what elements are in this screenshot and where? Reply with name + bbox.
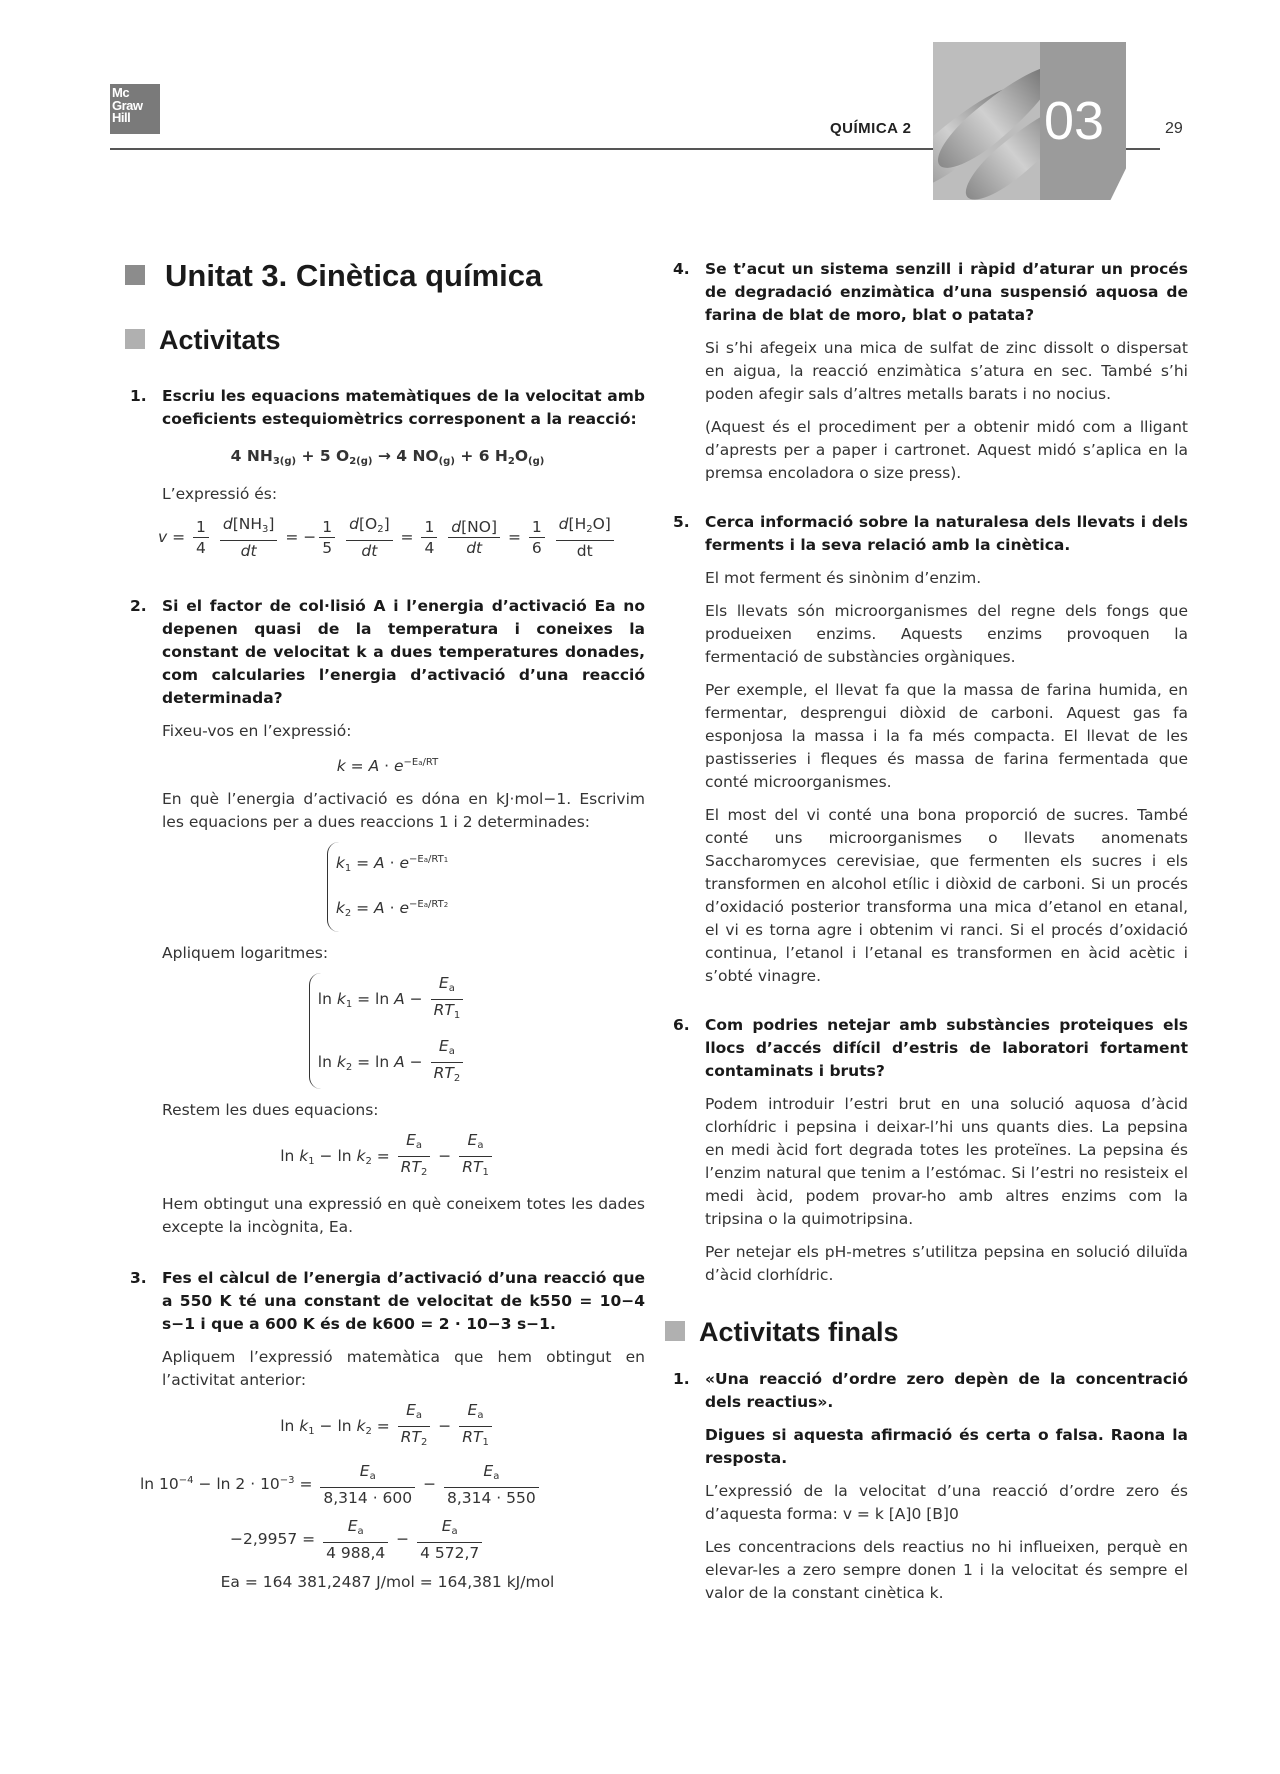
logo-line: Hill (112, 110, 131, 125)
numeric-equation: −2,9957 = $\frac{E_a}{4 988,4}$ − $\frac{E_a}{4 572,7}$ (130, 1516, 645, 1563)
question-number: 5. (673, 513, 690, 531)
question-text: Se t’acut un sistema senzill i ràpid d’aturar un procés de degradació enzimàtica d’una suspensió aquosa de farina de blat de moro, blat o patata? (705, 260, 1188, 324)
paragraph: L’expressió és: (162, 485, 278, 503)
chapter-number: 03 (1044, 91, 1105, 151)
chapter-photo (933, 42, 1048, 200)
page-number: 29 (1165, 120, 1183, 137)
section-activitats-finals (665, 1317, 1188, 1347)
question-number: 4. (673, 260, 690, 278)
paragraph: En què l’energia d’activació es dóna en kJ·mol−1. Escrivim les equacions per a dues reaccions 1 i 2 determinades: (162, 790, 645, 831)
paragraph: L’expressió de la velocitat d’una reacció d’ordre zero és d’aquesta forma: v = k [A]0 [B]0 (705, 1482, 1188, 1523)
section-title: Activitats finals (699, 1317, 899, 1347)
paragraph: Per netejar els pH-metres s’utilitza pepsina en solució diluïda d’àcid clorhídric. (705, 1243, 1188, 1284)
question-number: 3. (130, 1269, 147, 1287)
difference-equation: $\ln k_1 - \ln k_2$ = $\frac{E_a}{RT_2}$ − $\frac{E_a}{RT_1}$ (130, 1130, 645, 1183)
bullet-square (125, 265, 145, 285)
question-5 (673, 511, 1188, 557)
bullet-square (665, 1321, 685, 1341)
logo-line: Mc (112, 85, 130, 100)
reaction-equation: 4 $NH_{3(g)} + 5$ $O_{2(g)} \to 4$ $NO_{(g)} + 6$ $H_2O_{(g)}$ (230, 447, 545, 467)
publisher-logo (110, 84, 160, 134)
right-column (673, 258, 1188, 1605)
result-equation: Ea = 164 381,2487 J/mol = 164,381 kJ/mol (220, 1573, 555, 1591)
unit-title (125, 258, 542, 294)
paragraph: Apliquem l’expressió matemàtica que hem obtingut en l’activitat anterior: (162, 1348, 645, 1389)
final-question-1-prompt (673, 1424, 1188, 1470)
question-text: «Una reacció d’ordre zero depèn de la concentració dels reactius». (705, 1370, 1188, 1411)
paragraph: El mot ferment és sinònim d’enzim. (705, 569, 982, 587)
logo-line: Graw (112, 97, 143, 113)
paragraph: Restem les dues equacions: (162, 1101, 379, 1119)
question-number: 6. (673, 1016, 690, 1034)
paragraph: Per exemple, el llevat fa que la massa de farina humida, en fermentar, desprengui diòxid de carboni. Aquest gas fa esponjosa la massa i la fa més compacta. El llevat de les pastisseries i fleques és massa de farina fermentada que conté microorganismes. (705, 681, 1188, 791)
section-activitats (125, 325, 281, 356)
paragraph: Podem introduir l’estri brut en una solució aquosa d’àcid clorhídric i pepsina i deixar-l’hi uns quants dies. La pepsina en medi àcid fort degrada totes les proteïnes. La pepsina és l’enzim natural que tenim a l’estómac. Si l’estri no resisteix el medi àcid, podem provar-ho amb altres enzims com la tripsina o la quimotripsina. (705, 1095, 1188, 1228)
paragraph: Fixeu-vos en l’expressió: (162, 722, 352, 740)
rate-equation: v = $\frac{1}{4}$ $\frac{d[NH_3]}{dt}$ = − $\frac{1}{5}$ $\frac{d[O_2]}{dt}$ = $\frac{1}{4}$ $\frac{d[NO]}{dt}$ = $\frac{1}{6}$ $\frac{d[H_2O]}{dt}$ (130, 514, 645, 561)
difference-equation-repeat: $\ln k_1 - \ln k_2$ = $\frac{E_a}{RT_2}$ − $\frac{E_a}{RT_1}$ (130, 1400, 645, 1453)
paragraph: Els llevats són microorganismes del regne dels fongs que produeixen enzims. Aquests enzims provoquen la fermentació de substàncies orgàniques. (705, 602, 1188, 666)
left-column (130, 385, 645, 1602)
question-number: 2. (130, 597, 147, 615)
question-4 (673, 258, 1188, 327)
equation-system-1: $k_1 = A \cdot e^{-Ea/RT1}$ $k_2 = A \cdot e^{-Ea/RT2}$ (130, 842, 645, 932)
bullet-square (125, 329, 145, 349)
paragraph: El most del vi conté una bona proporció de sucres. També conté uns microorganismes o llevats anomenats Saccharomyces cerevisiae, que fermenten els sucres i els transformen en alcohol etílic i diòxid de carboni. Si un procés d’oxidació posterior transforma una mica d’etanol en etanal, el vi es torna agre i obtenim vi ranci. Si el procés d’oxidació continua, l’etanol i l’etanal es transformen en àcid acètic i s’obté vinagre. (705, 806, 1188, 985)
final-question-1 (673, 1368, 1188, 1414)
question-text: Fes el càlcul de l’energia d’activació d’una reacció que a 550 K té una constant de velocitat de k550 = 10−4 s−1 i que a 600 K és de k600 = 2 · 10−3 s−1. (162, 1269, 645, 1333)
question-text: Cerca informació sobre la naturalesa dels llevats i dels ferments i la seva relació amb la cinètica. (705, 513, 1188, 554)
paragraph: Si s’hi afegeix una mica de sulfat de zinc dissolt o dispersat en aigua, la reacció enzimàtica s’atura en sec. També s’hi poden afegir sals d’altres metalls barats i no nocius. (705, 339, 1188, 403)
paragraph: Hem obtingut una expressió en què coneixem totes les dades excepte la incògnita, Ea. (162, 1195, 645, 1236)
question-1 (130, 385, 645, 431)
equation-system-2: $\ln k_1 = \ln A$ − $\frac{E_a}{RT_1}$ $\ln k_2 = \ln A$ − $\frac{E_a}{RT_2}$ (130, 973, 645, 1089)
substituted-equation: $\ln 10^{-4} - \ln 2 \cdot 10^{-3}$ = $\frac{E_a}{8,314 \cdot 600}$ − $\frac{E_a}{8,314 \cdot 550}$ (130, 1461, 645, 1508)
question-number: 1. (673, 1370, 690, 1388)
question-text: Escriu les equacions matemàtiques de la velocitat amb coeficients estequiomètrics corresponent a la reacció: (162, 387, 645, 428)
question-3 (130, 1267, 645, 1336)
question-text: Com podries netejar amb substàncies proteiques els llocs d’accés difícil d’estris de laboratori fortament contaminats i bruts? (705, 1016, 1188, 1080)
question-6 (673, 1014, 1188, 1083)
running-title: QUÍMICA 2 (830, 120, 912, 137)
question-number: 1. (130, 387, 147, 405)
unit-title-text: Unitat 3. Cinètica química (165, 258, 543, 293)
question-2 (130, 595, 645, 710)
paragraph: (Aquest és el procediment per a obtenir midó com a lligant d’aprests per a paper i cartronet. Aquest midó s’aplica en la premsa encoladora o size press). (705, 418, 1188, 482)
paragraph: Apliquem logaritmes: (162, 944, 329, 962)
section-title: Activitats (159, 325, 281, 355)
paragraph: Les concentracions dels reactius no hi influeixen, perquè en elevar-les a zero sempre donen 1 i la velocitat és sempre el valor de la constant cinètica k. (705, 1538, 1188, 1602)
question-text: Digues si aquesta afirmació és certa o falsa. Raona la resposta. (705, 1426, 1188, 1467)
arrhenius-equation: $k = A \cdot e^{-Ea/RT}$ (336, 757, 439, 775)
question-text: Si el factor de col·lisió A i l’energia d’activació Ea no depenen quasi de la temperatura i coneixes la constant de velocitat k a dues temperatures donades, com calcularies l’energia d’activació d’una reacció determinada? (162, 597, 645, 707)
